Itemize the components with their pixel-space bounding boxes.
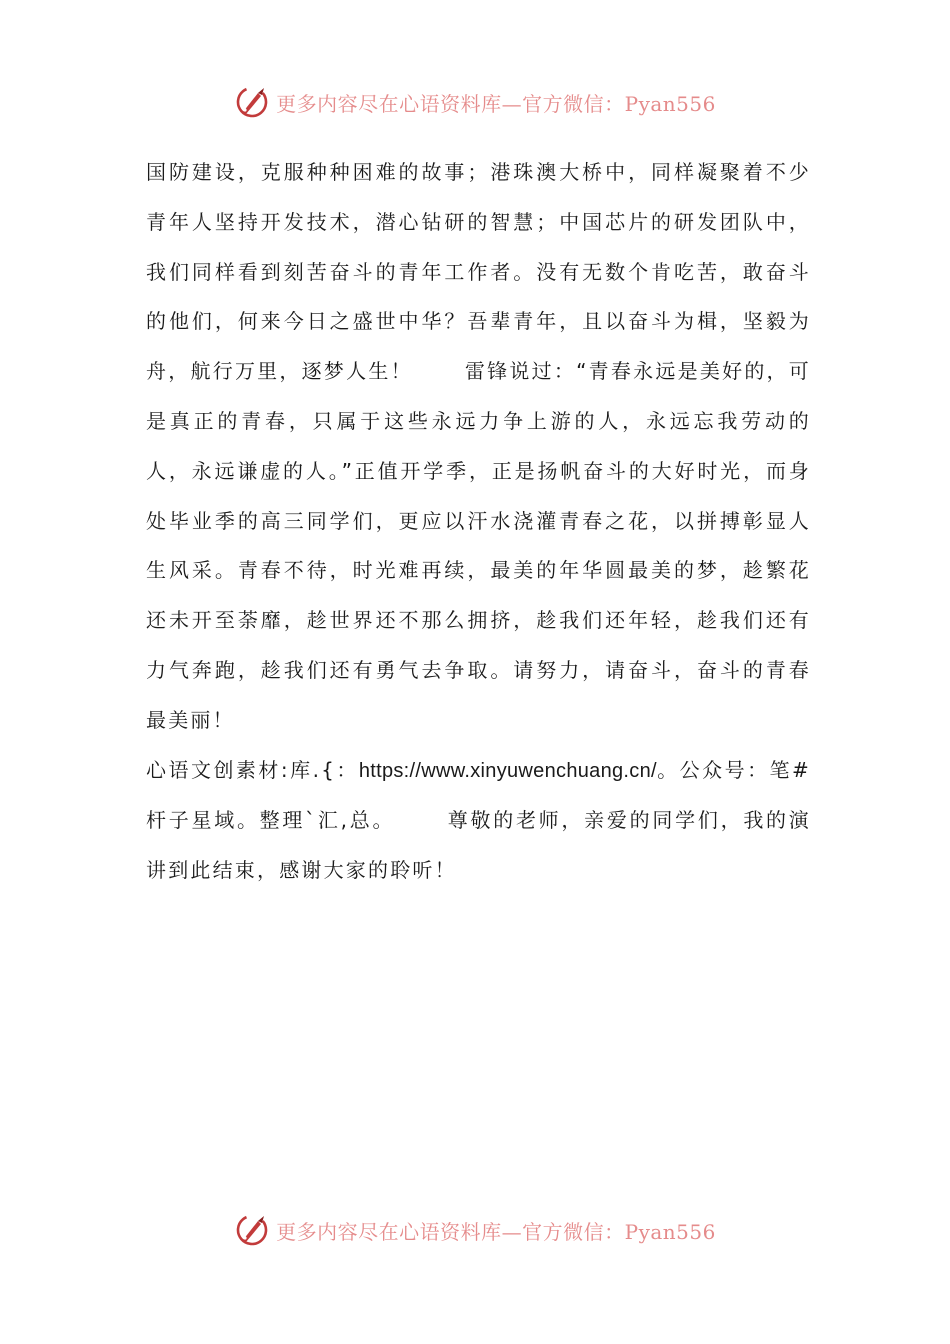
quill-pen-logo-icon bbox=[234, 84, 270, 120]
header-banner bbox=[0, 82, 950, 122]
header-banner-inner bbox=[234, 84, 716, 120]
source-suffix-text: 。公众号：笔#杆子星域。整理`汇,总。 bbox=[146, 757, 811, 833]
footer-banner bbox=[0, 1210, 950, 1250]
document-body bbox=[146, 148, 811, 896]
header-banner-text: 更多内容尽在心语资料库—官方微信：Pyan556 bbox=[276, 91, 716, 116]
quill-pen-logo-icon bbox=[234, 1212, 270, 1248]
source-url-link[interactable]: https://www.xinyuwenchuang.cn/ bbox=[358, 759, 657, 782]
footer-banner-inner bbox=[234, 1212, 716, 1248]
body-paragraph-source bbox=[146, 746, 811, 896]
source-prefix-text: 心语文创素材:库.{： bbox=[146, 757, 359, 782]
paragraph-text-2: 雷锋说过：“青春永远是美好的，可是真正的青春，只属于这些永远力争上游的人，永远忘我劳动的人，永远谦虚的人。”正值开学季，正是扬帆奋斗的大好时光，而身处毕业季的高三同学们，更应以汗水浇灌青春之花，以拼搏彰显人生风采。青春不待，时光难再续，最美的年华圆最美的梦，趁繁花还未开至荼靡，趁世界还不那么拥挤，趁我们还年轻，趁我们还有力气奔跑，趁我们还有勇气去争取。请努力，请奋斗，奋斗的青春最美丽！ bbox=[146, 359, 811, 732]
body-paragraph bbox=[146, 148, 811, 746]
paragraph-text-1: 国防建设，克服种种困难的故事；港珠澳大桥中，同样凝聚着不少青年人坚持开发技术，潜心钻研的智慧；中国芯片的研发团队中，我们同样看到刻苦奋斗的青年工作者。没有无数个肯吃苦，敢奋斗的他们，何来今日之盛世中华？吾辈青年，且以奋斗为楫，坚毅为舟，航行万里，逐梦人生！ bbox=[146, 160, 811, 384]
footer-banner-text: 更多内容尽在心语资料库—官方微信：Pyan556 bbox=[276, 1219, 716, 1244]
closing-text: 尊敬的老师，亲爱的同学们，我的演讲到此结束，感谢大家的聆听！ bbox=[146, 808, 811, 883]
